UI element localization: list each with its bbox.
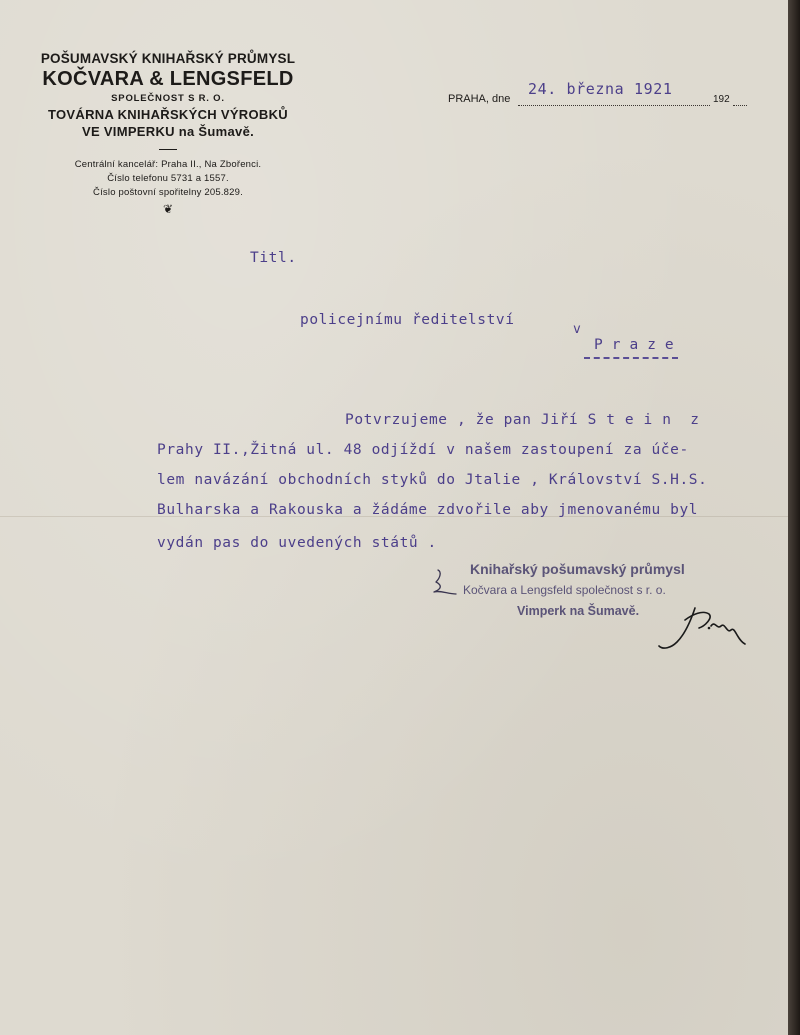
recipient-city-underline: [584, 357, 678, 359]
dateline-dotted-rule-end: [733, 105, 747, 106]
letterhead-phone: Číslo telefonu 5731 a 1557.: [107, 173, 229, 184]
recipient-preposition: v: [573, 322, 582, 337]
dateline-year-prefix: 192: [713, 94, 730, 105]
salutation: Titl.: [250, 250, 297, 266]
letterhead-factory: TOVÁRNA KNIHAŘSKÝCH VÝROBKŮ: [48, 107, 288, 122]
page-edge-shadow: [788, 0, 800, 1035]
letterhead-company-type: SPOLEČNOST S R. O.: [111, 93, 225, 104]
dateline: [448, 93, 748, 109]
body-line: lem navázání obchodních styků do Jtalie , Království S.H.S.: [157, 472, 708, 488]
body-line: Prahy II.,Žitná ul. 48 odjíždí v našem zastoupení za úče-: [157, 442, 689, 458]
recipient-city: Praze: [594, 337, 683, 353]
handwritten-signature: [655, 600, 755, 660]
recipient: policejnímu ředitelství: [300, 312, 515, 328]
body-line: Bulharska a Rakouska a žádáme zdvořile aby jmenovanému byl: [157, 502, 699, 518]
stamp-line-industry: Knihařský pošumavský průmysl: [470, 561, 685, 577]
stamp-line-company: Kočvara a Lengsfeld společnost s r. o.: [463, 583, 666, 597]
body-line: Potvrzujeme , že pan Jiří S t e i n z: [345, 412, 700, 428]
letterhead-office: Centrální kancelář: Praha II., Na Zbořenci.: [74, 159, 262, 170]
dateline-city: PRAHA, dne: [448, 93, 511, 105]
letterhead: [20, 50, 316, 217]
handwritten-mark: [430, 566, 460, 596]
typed-date: 24. března 1921: [528, 80, 673, 98]
letterhead-industry: POŠUMAVSKÝ KNIHAŘSKÝ PRŮMYSL: [40, 51, 296, 66]
letterhead-location: VE VIMPERKU na Šumavě.: [81, 124, 255, 139]
fleuron-ornament-icon: ❦: [162, 202, 174, 216]
dateline-dotted-rule: [518, 105, 710, 106]
stamp-line-location: Vimperk na Šumavě.: [517, 604, 640, 618]
letterhead-savings-account: Číslo poštovní spořitelny 205.829.: [93, 187, 243, 198]
letterhead-company-name: KOČVARA & LENGSFELD: [42, 68, 294, 90]
body-line: vydán pas do uvedených států .: [157, 535, 437, 551]
letterhead-divider: [159, 149, 177, 150]
